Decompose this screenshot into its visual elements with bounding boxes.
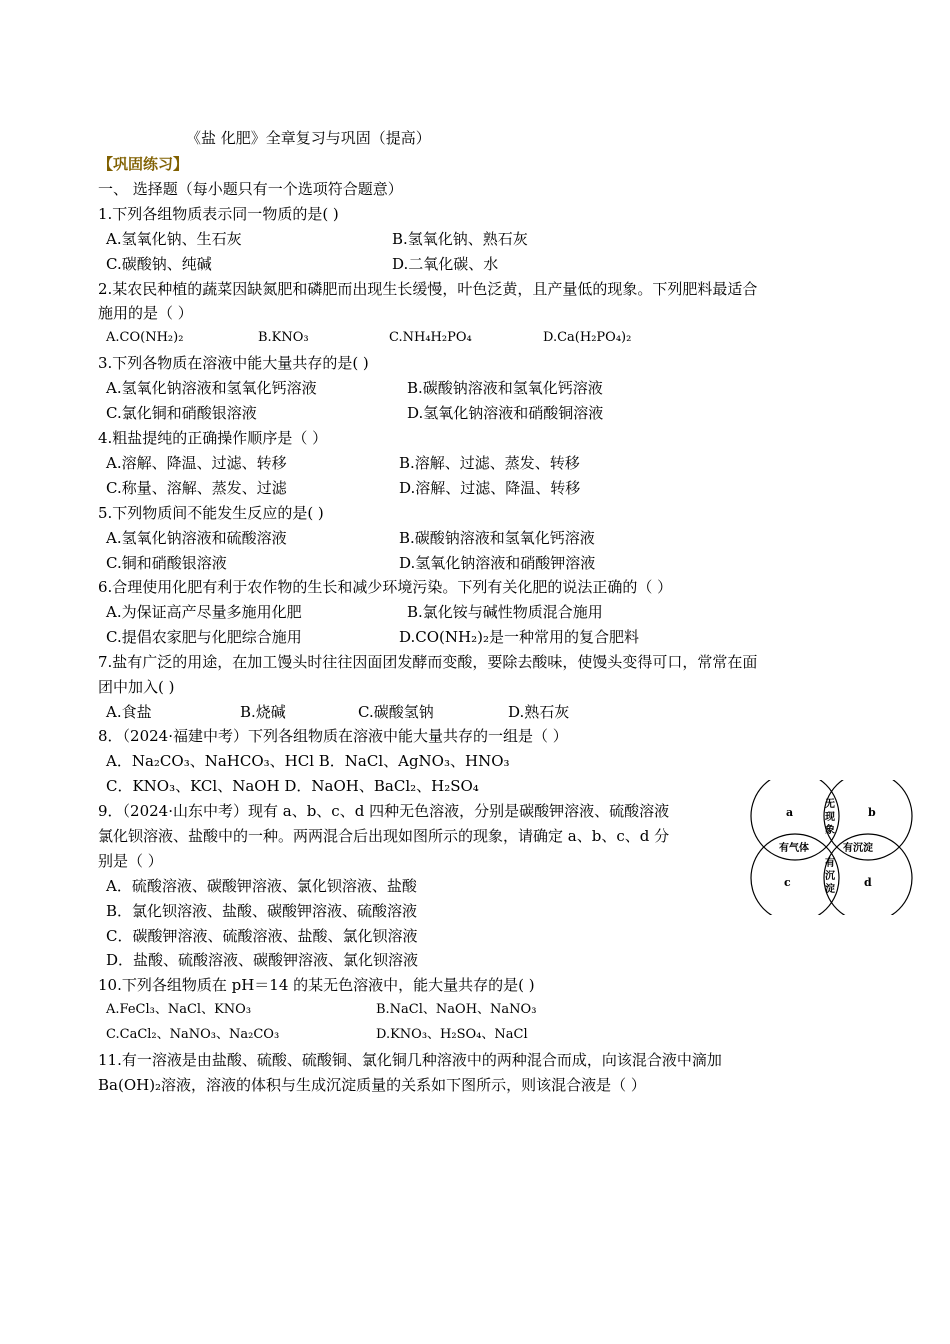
- venn-ab-1: 无: [825, 799, 835, 810]
- question-9-stem-line2: 氯化钡溶液、盐酸中的一种。两两混合后出现如图所示的现象，请确定 a、b、c、d 分: [98, 827, 670, 845]
- section-label: 【巩固练习】: [98, 155, 189, 173]
- question-2-option-c: C.NH₄H₂PO₄: [389, 330, 472, 345]
- question-1-option-d: D.二氧化碳、水: [392, 255, 499, 273]
- question-6-stem: 6.合理使用化肥有利于农作物的生长和减少环境污染。下列有关化肥的说法正确的（ ）: [98, 578, 673, 596]
- venn-bd: 有沉淀: [843, 843, 873, 854]
- question-4-option-b: B.溶解、过滤、蒸发、转移: [399, 454, 580, 472]
- question-3-option-a: A.氢氧化钠溶液和氢氧化钙溶液: [106, 379, 317, 397]
- question-9-stem-line1: 9．（2024·山东中考）现有 a、b、c、d 四种无色溶液，分别是碳酸钾溶液、硫酸溶液: [98, 802, 670, 820]
- question-1-option-b: B.氢氧化钠、熟石灰: [392, 230, 528, 248]
- question-8-options-cd: C．KNO₃、KCl、NaOH D．NaOH、BaCl₂、H₂SO₄: [106, 777, 479, 795]
- question-5-option-a: A.氢氧化钠溶液和硫酸溶液: [106, 529, 287, 547]
- question-5-stem: 5.下列物质间不能发生反应的是( ): [98, 504, 324, 522]
- venn-ab-3: 象: [825, 825, 835, 836]
- venn-diagram: [750, 780, 913, 915]
- venn-ab-2: 现: [825, 812, 835, 823]
- question-9-option-b: B．氯化钡溶液、盐酸、碳酸钾溶液、硫酸溶液: [106, 902, 418, 920]
- question-7-option-a: A.食盐: [106, 703, 152, 721]
- question-5-option-b: B.碳酸钠溶液和氢氧化钙溶液: [399, 529, 595, 547]
- venn-label-a: a: [786, 806, 794, 819]
- question-1-option-c: C.碳酸钠、纯碱: [106, 255, 212, 273]
- question-10-option-d: D.KNO₃、H₂SO₄、NaCl: [376, 1027, 528, 1042]
- question-6-option-b: B.氯化铵与碱性物质混合施用: [407, 603, 603, 621]
- question-6-option-d: D.CO(NH₂)₂是一种常用的复合肥料: [399, 628, 639, 646]
- question-11-stem-line1: 11.有一溶液是由盐酸、硫酸、硫酸铜、氯化铜几种溶液中的两种混合而成，向该混合液中滴加: [98, 1051, 722, 1069]
- venn-label-b: b: [868, 806, 876, 819]
- question-10-option-b: B.NaCl、NaOH、NaNO₃: [376, 1002, 537, 1017]
- question-10-option-c: C.CaCl₂、NaNO₃、Na₂CO₃: [106, 1027, 280, 1042]
- question-11-stem-line2: Ba(OH)₂溶液，溶液的体积与生成沉淀质量的关系如下图所示，则该混合液是（ ）: [98, 1076, 646, 1094]
- question-4-stem: 4.粗盐提纯的正确操作顺序是（ ）: [98, 429, 328, 447]
- question-2-option-d: D.Ca(H₂PO₄)₂: [543, 330, 632, 345]
- page-title: 《盐 化肥》全章复习与巩固（提高）: [186, 129, 431, 147]
- question-9-option-c: C．碳酸钾溶液、硫酸溶液、盐酸、氯化钡溶液: [106, 927, 418, 945]
- question-7-stem-line2: 团中加入( ): [98, 678, 175, 696]
- question-9-option-a: A．硫酸溶液、碳酸钾溶液、氯化钡溶液、盐酸: [106, 877, 417, 895]
- question-10-option-a: A.FeCl₃、NaCl、KNO₃: [106, 1002, 252, 1017]
- question-7-stem-line1: 7.盐有广泛的用途，在加工馒头时往往因面团发酵而变酸，要除去酸味，使馒头变得可口，常常在面: [98, 653, 758, 671]
- question-3-option-c: C.氯化铜和硝酸银溶液: [106, 404, 257, 422]
- question-7-option-c: C.碳酸氢钠: [358, 703, 434, 721]
- question-2-option-b: B.KNO₃: [258, 330, 309, 345]
- question-7-option-d: D.熟石灰: [508, 703, 570, 721]
- question-4-option-c: C.称量、溶解、蒸发、过滤: [106, 479, 287, 497]
- question-1-stem: 1.下列各组物质表示同一物质的是( ): [98, 205, 339, 223]
- question-9-option-d: D．盐酸、硫酸溶液、碳酸钾溶液、氯化钡溶液: [106, 951, 419, 969]
- question-3-option-b: B.碳酸钠溶液和氢氧化钙溶液: [407, 379, 603, 397]
- venn-cd-1: 有: [825, 858, 835, 869]
- question-8-options-ab: A．Na₂CO₃、NaHCO₃、HCl B．NaCl、AgNO₃、HNO₃: [106, 752, 510, 770]
- question-2-stem-line1: 2.某农民种植的蔬菜因缺氮肥和磷肥而出现生长缓慢，叶色泛黄，且产量低的现象。下列肥料最适合: [98, 280, 758, 298]
- question-3-stem: 3.下列各物质在溶液中能大量共存的是( ): [98, 354, 369, 372]
- venn-cd-2: 沉: [825, 871, 835, 882]
- question-1-option-a: A.氢氧化钠、生石灰: [106, 230, 242, 248]
- question-3-option-d: D.氢氧化钠溶液和硝酸铜溶液: [407, 404, 604, 422]
- question-6-option-a: A.为保证高产尽量多施用化肥: [106, 603, 302, 621]
- question-4-option-d: D.溶解、过滤、降温、转移: [399, 479, 581, 497]
- venn-label-c: c: [784, 876, 791, 889]
- question-7-option-b: B.烧碱: [240, 703, 286, 721]
- venn-ac: 有气体: [779, 843, 809, 854]
- venn-cd-3: 淀: [825, 884, 835, 895]
- question-9-stem-line3: 别是（ ）: [98, 852, 163, 870]
- question-2-stem-line2: 施用的是（ ）: [98, 304, 193, 322]
- question-4-option-a: A.溶解、降温、过滤、转移: [106, 454, 287, 472]
- venn-label-d: d: [864, 876, 872, 889]
- question-10-stem: 10.下列各组物质在 pH＝14 的某无色溶液中，能大量共存的是( ): [98, 976, 535, 994]
- question-6-option-c: C.提倡农家肥与化肥综合施用: [106, 628, 302, 646]
- question-2-option-a: A.CO(NH₂)₂: [106, 330, 184, 345]
- question-8-stem: 8．（2024·福建中考）下列各组物质在溶液中能大量共存的一组是（ ）: [98, 727, 568, 745]
- part-heading: 一、 选择题（每小题只有一个选项符合题意）: [98, 180, 403, 198]
- question-5-option-c: C.铜和硝酸银溶液: [106, 554, 227, 572]
- question-5-option-d: D.氢氧化钠溶液和硝酸钾溶液: [399, 554, 596, 572]
